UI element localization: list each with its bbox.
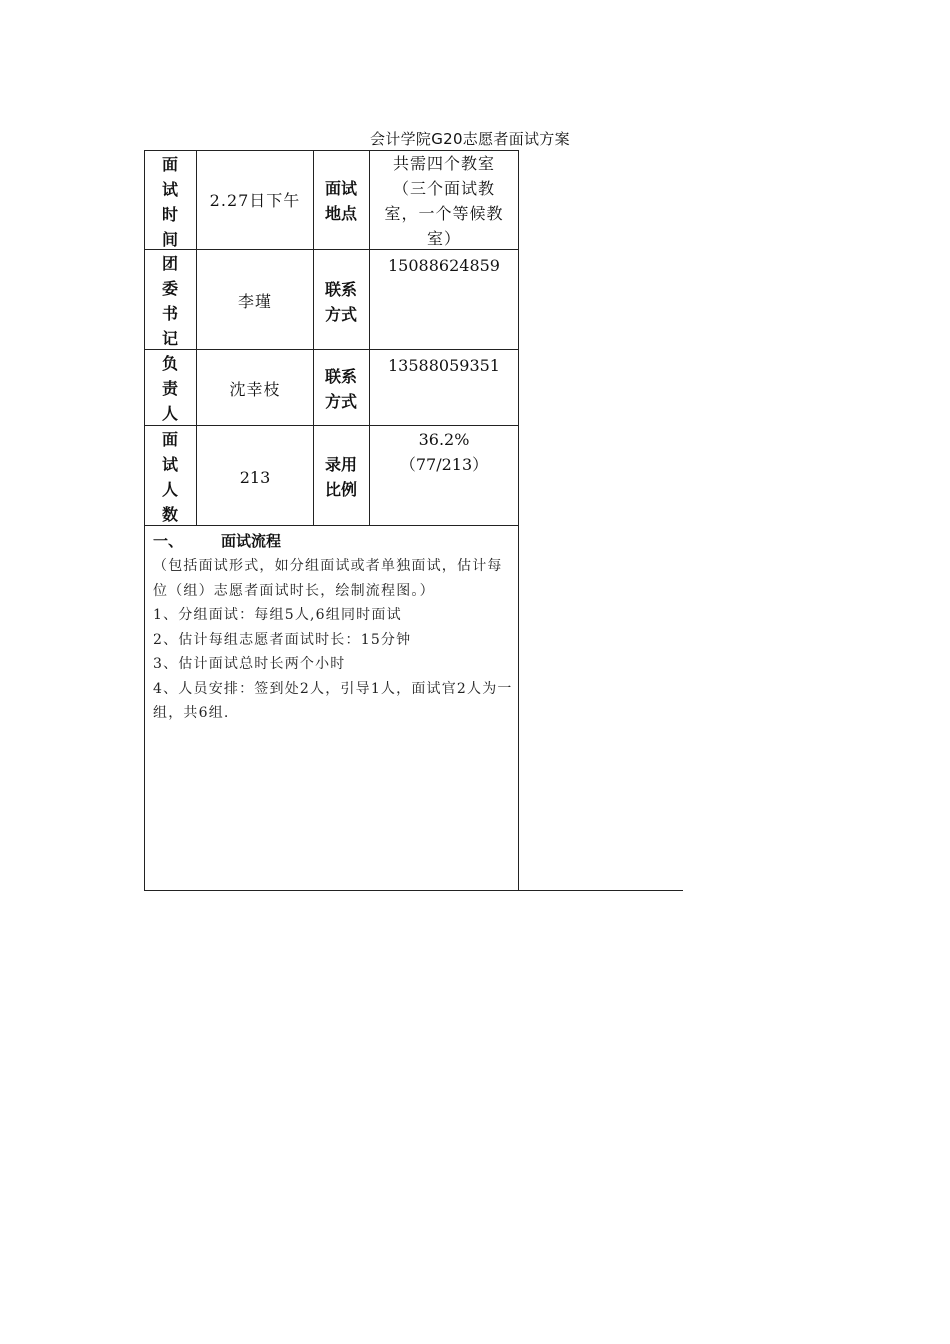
- grid-line: [144, 525, 519, 526]
- admission-ratio-detail: （77/213）: [399, 455, 489, 474]
- process-item: 4、人员安排：签到处2人，引导1人，面试官2人为一组，共6组.: [153, 680, 513, 721]
- grid-line: [144, 150, 145, 891]
- row-label-interview-time: 面试时间: [161, 155, 178, 249]
- field-label-contact: 联系方式: [324, 280, 357, 324]
- process-item: 3、估计面试总时长两个小时: [153, 656, 346, 672]
- league-secretary-name: 李瑾: [237, 292, 272, 311]
- grid-line: [313, 150, 314, 526]
- process-item: 2、估计每组志愿者面试时长：15分钟: [153, 631, 412, 648]
- field-label-interview-location: 面试地点: [324, 179, 357, 223]
- contact-phone-value: 15088624859: [388, 256, 500, 275]
- grid-line: [518, 150, 519, 891]
- process-intro: （包括面试形式，如分组面试或者单独面试，估计每位（组）志愿者面试时长，绘制流程图。）: [153, 558, 503, 599]
- field-label-contact: 联系方式: [324, 367, 357, 411]
- row-label-interviewee-count: 面试人数: [161, 430, 178, 524]
- admission-ratio-value: 36.2%: [418, 430, 470, 449]
- process-item: 1、分组面试：每组5人,6组同时面试: [153, 607, 402, 623]
- grid-line: [144, 349, 519, 350]
- contact-phone-value: 13588059351: [388, 356, 500, 375]
- interviewee-count-value: 213: [239, 468, 271, 487]
- row-label-league-secretary: 团委书记: [161, 254, 178, 348]
- person-in-charge-name: 沈幸枝: [229, 380, 281, 399]
- interview-time-value: 2.27日下午: [209, 191, 301, 210]
- row-label-person-in-charge: 负责人: [161, 354, 178, 423]
- section-heading: [153, 530, 281, 551]
- interview-location-value: 共需四个教室（三个面试教室，一个等候教室）: [384, 154, 504, 248]
- field-label-admission-ratio: 录用比例: [324, 455, 357, 499]
- page-title: 会计学院G20志愿者面试方案: [370, 130, 570, 148]
- section-number: 一、: [153, 532, 184, 550]
- section-title: 面试流程: [221, 532, 282, 550]
- process-content: [153, 554, 513, 726]
- grid-line: [144, 890, 683, 891]
- grid-line: [144, 425, 519, 426]
